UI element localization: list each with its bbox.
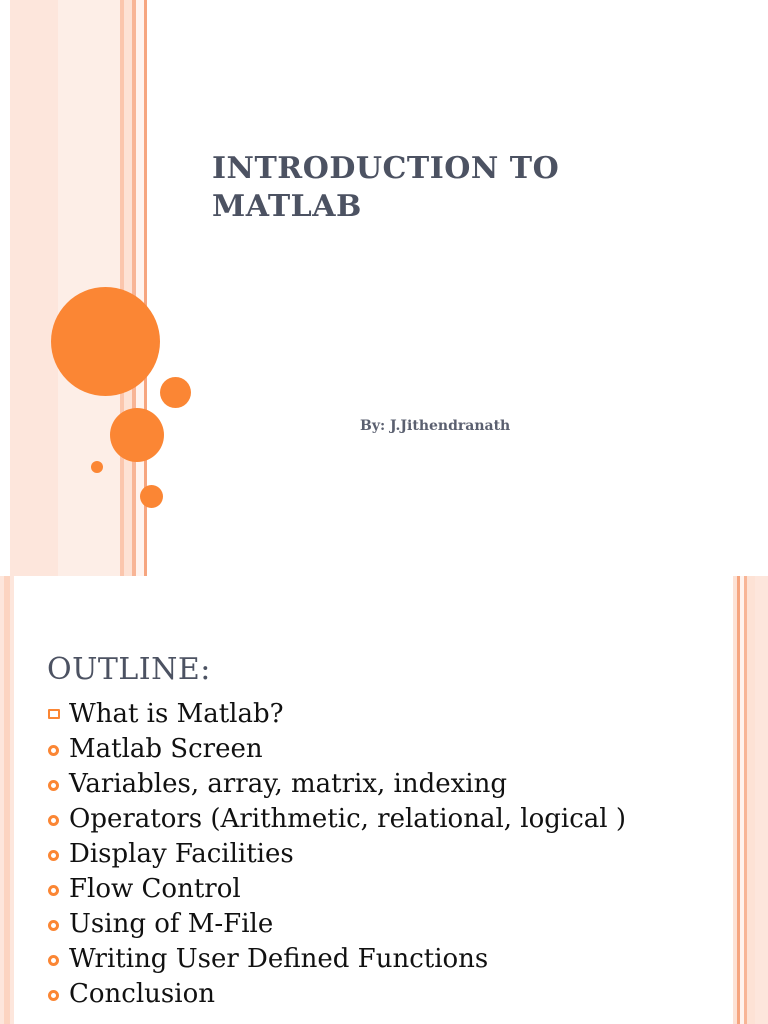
circle-bullet-icon [48, 745, 59, 756]
outline-list [47, 697, 626, 1012]
list-item-label: Using of M-File [69, 909, 274, 939]
list-item-label: Flow Control [69, 874, 241, 904]
title-line-1: INTRODUCTION TO [212, 151, 560, 186]
circle-bullet-icon [48, 780, 59, 791]
slide-title [212, 150, 732, 226]
list-item [47, 872, 626, 907]
circle-bullet-icon [48, 850, 59, 861]
list-item-label: Variables, array, matrix, indexing [69, 769, 507, 799]
list-item [47, 802, 626, 837]
list-item [47, 697, 626, 732]
decorative-stripes-right [733, 576, 768, 1024]
list-item [47, 732, 626, 767]
circle-bullet-icon [48, 920, 59, 931]
list-item-label: Matlab Screen [69, 734, 263, 764]
square-bullet-icon [48, 709, 60, 719]
circle-bullet-icon [48, 885, 59, 896]
circle-bullet-icon [48, 955, 59, 966]
list-item [47, 767, 626, 802]
circle-bullet-icon [48, 815, 59, 826]
list-item [47, 837, 626, 872]
decorative-circle-small [160, 377, 191, 408]
decorative-circle-small-2 [140, 485, 163, 508]
decorative-circle-large [51, 287, 160, 396]
list-item [47, 942, 626, 977]
decorative-circle-tiny [91, 461, 103, 473]
list-item-label: Operators (Arithmetic, relational, logical ) [69, 804, 627, 834]
list-item-label: What is Matlab? [69, 699, 284, 729]
list-item [47, 907, 626, 942]
circle-bullet-icon [48, 990, 59, 1001]
decorative-stripes [0, 0, 150, 576]
list-item-label: Conclusion [69, 979, 215, 1009]
title-line-2: MATLAB [212, 189, 362, 224]
outline-heading: OUTLINE: [47, 652, 211, 687]
list-item-label: Writing User Defined Functions [69, 944, 489, 974]
author-credit: By: J.Jithendranath [360, 418, 511, 434]
decorative-circle-medium [110, 408, 164, 462]
list-item [47, 977, 626, 1012]
list-item-label: Display Facilities [69, 839, 294, 869]
decorative-stripes-left [0, 576, 14, 1024]
